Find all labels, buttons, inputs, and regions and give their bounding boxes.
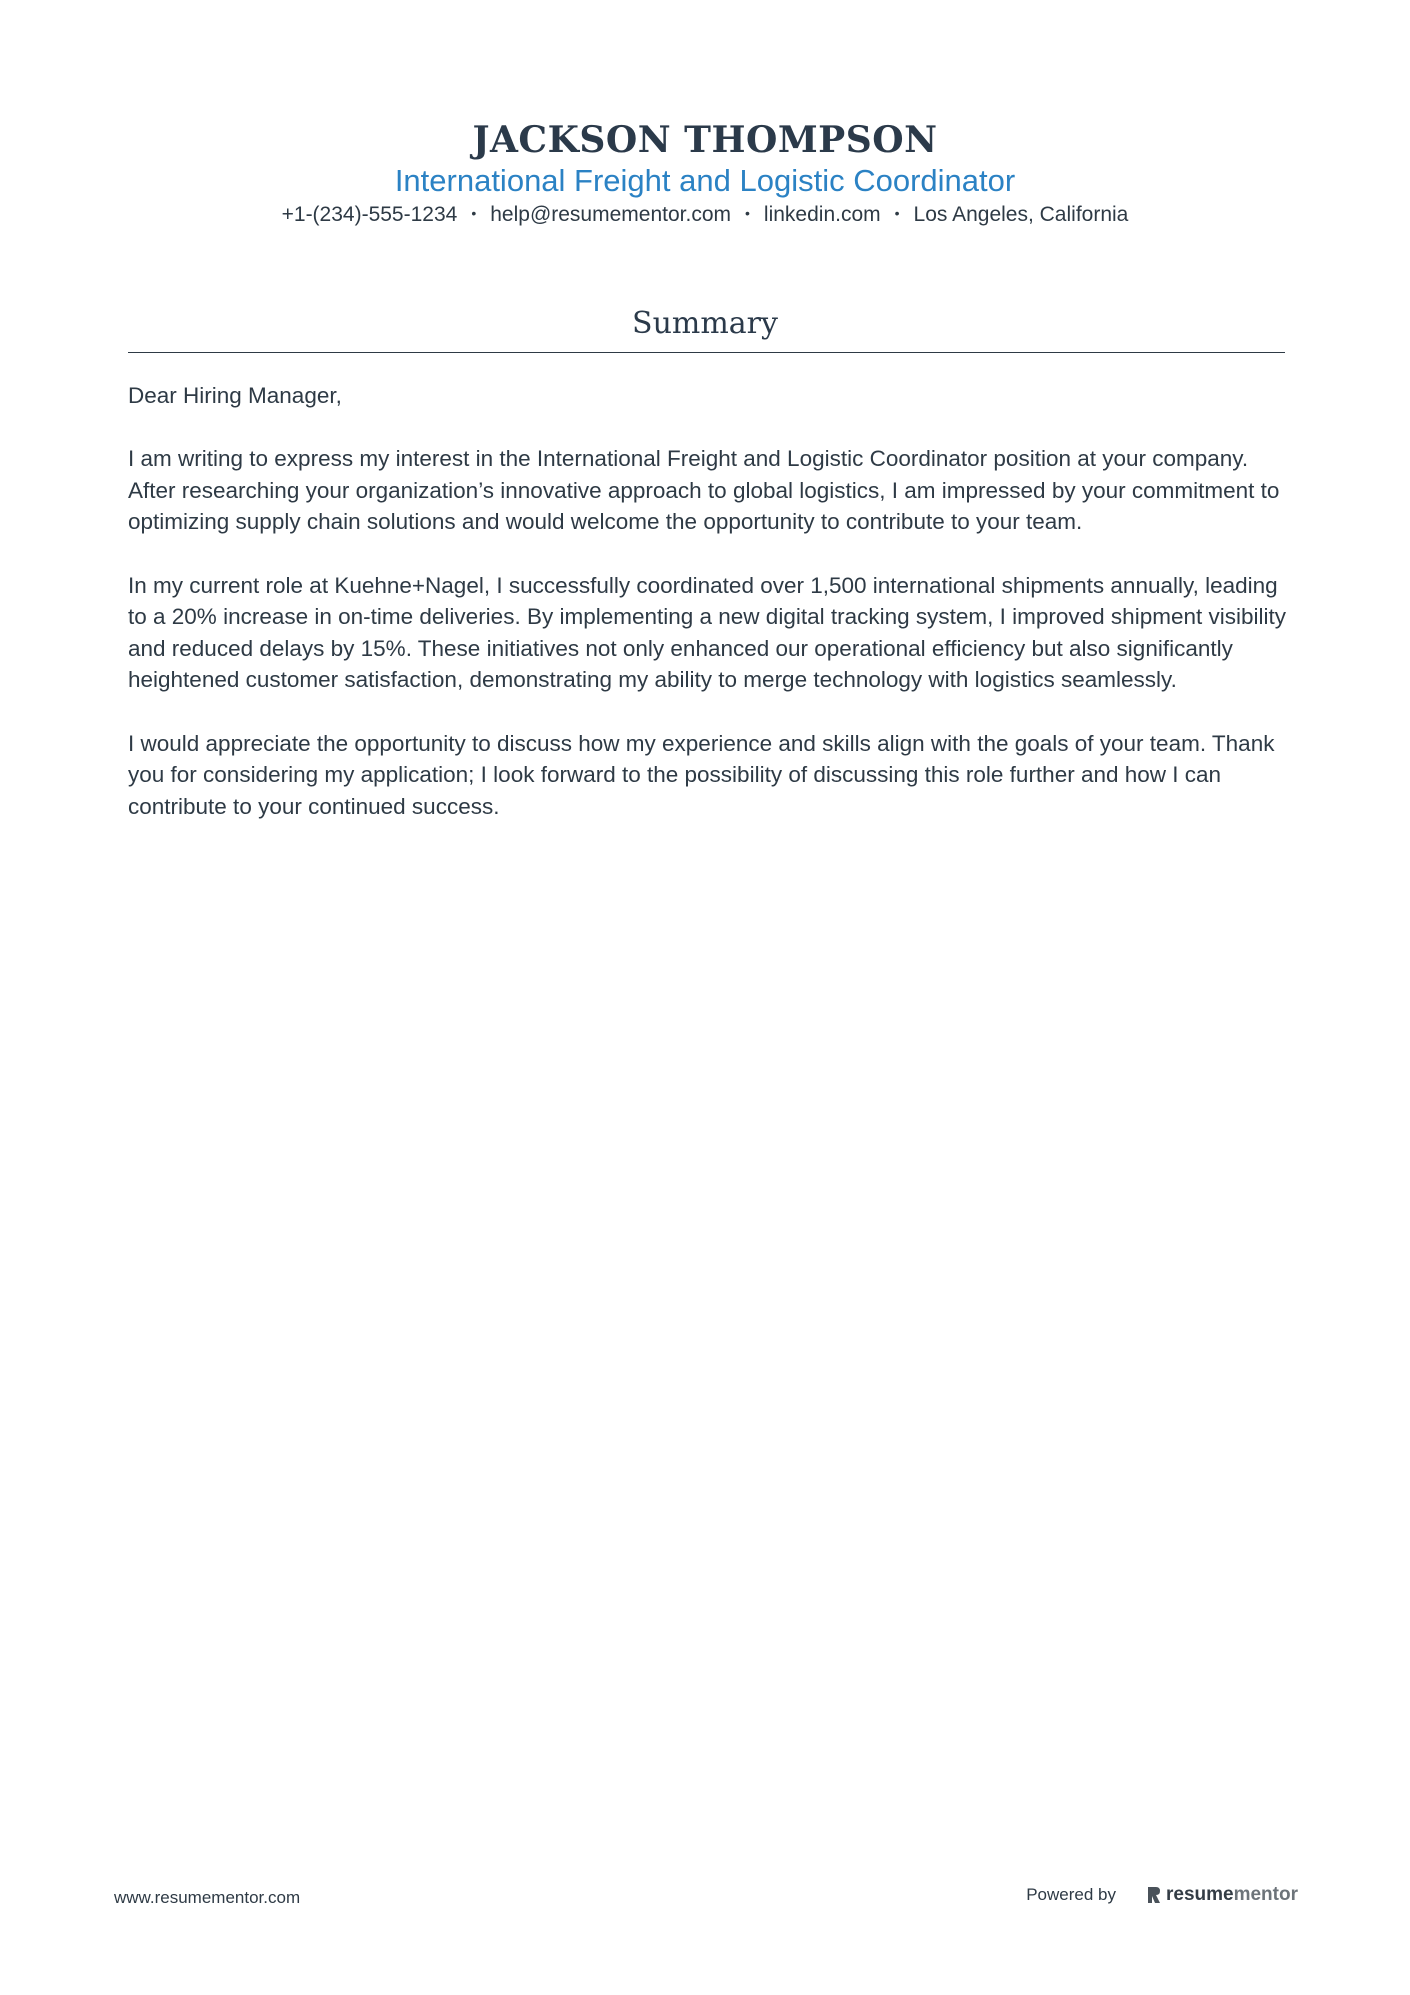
footer-branding (1026, 1884, 1298, 1906)
candidate-name: JACKSON THOMPSON (472, 119, 938, 161)
section-title-summary: Summary (632, 306, 778, 341)
footer-website: www.resumementor.com (114, 1888, 301, 1907)
letter-paragraph: In my current role at Kuehne+Nagel, I successfully coordinated over 1,500 international shipments annually, leading to a 20% increase in on-time deliveries. By implementing a new digital tracking system, I improved shipment visibility and reduced delays by 15%. These initiatives not only enhanced our operational efficiency but also significantly heightened customer satisfaction, demonstrating my ability to merge technology with logistics seamlessly. (128, 572, 1286, 693)
contact-line (0, 200, 1410, 230)
linkedin-link: linkedin.com (763, 203, 881, 226)
separator-dot: • (471, 205, 477, 222)
location: Los Angeles, California (913, 203, 1129, 226)
letter-paragraph: I would appreciate the opportunity to discuss how my experience and skills align with the goals of your team. Thank you for considering my application; I look forward to the possibility of discussing this role further and how I can contribute to your continued success. (128, 730, 1275, 819)
header (0, 118, 1410, 230)
letter-paragraph: I am writing to express my interest in the International Freight and Logistic Coordinator position at your company. After researching your organization’s innovative approach to global logistics, I am impressed by your commitment to optimizing supply chain solutions and would welcome the opportunity to contribute to your team. (128, 446, 1280, 535)
email-address: help@resumementor.com (490, 203, 731, 226)
brand-name-mentor: mentor (1233, 1884, 1298, 1905)
powered-by-label: Powered by (1026, 1885, 1116, 1904)
job-title: International Freight and Logistic Coordinator (394, 163, 1016, 198)
phone-number: +1-(234)-555-1234 (281, 203, 458, 226)
brand-name-resume: resume (1165, 1884, 1234, 1905)
resumementor-logo-icon (1146, 1885, 1162, 1905)
letter-body (128, 380, 1288, 854)
section-divider (128, 352, 1285, 353)
separator-dot: • (894, 205, 900, 222)
separator-dot: • (745, 205, 750, 222)
brand-logo (1146, 1884, 1298, 1906)
salutation: Dear Hiring Manager, (128, 383, 342, 408)
